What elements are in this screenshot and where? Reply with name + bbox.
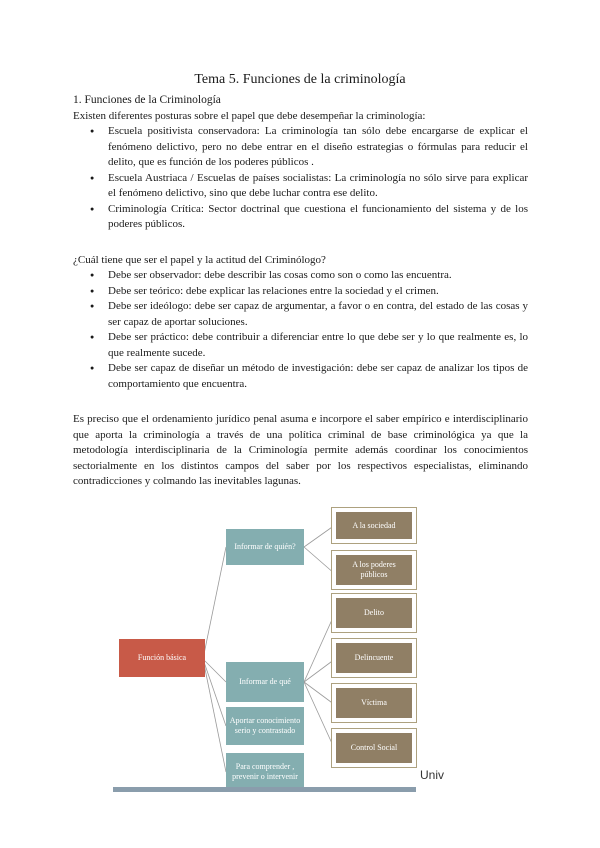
list-item: ● Criminología Crítica: Sector doctrinal que cuestiona el funcionamiento del sistema y de los poderes públicos.: [73, 202, 528, 233]
list-item: ● Escuela Austriaca / Escuelas de países socialistas: La criminología no sólo sirve para explicar el fenómeno delictivo, sino que debe luchar contra ese delito.: [73, 171, 528, 202]
leaf-frame: [331, 638, 417, 678]
branch-aportar: Aportar conocimiento serio y contrastado: [226, 707, 304, 745]
list-item: ● Debe ser práctico: debe contribuir a diferenciar entre lo que debe ser y lo que realmente es, lo que realmente sucede.: [73, 330, 528, 361]
list-item: ● Debe ser observador: debe describir las cosas como son o como las encuentra.: [73, 268, 528, 284]
leaf-control: Control Social: [336, 733, 412, 763]
branch-para: Para comprender , prevenir o intervenir: [226, 753, 304, 791]
body-paragraph: Es preciso que el ordenamiento jurídico penal asuma e incorpore el saber empírico e interdisciplinario que aporta la criminología a través de una política criminal de base criminológica ya que la metodología interdisciplinaria de la Criminología permite además coordinar los conocimientos sectorialmente en los distintos campos del saber por los respectivos especialistas, eliminando contradicciones y colmando las inevitables lagunas.: [73, 413, 528, 487]
leaf-frame: [331, 683, 417, 723]
leaf-victima: Víctima: [336, 688, 412, 718]
leaf-delincuente: Delincuente: [336, 643, 412, 673]
list-item: ● Debe ser capaz de diseñar un método de investigación: debe ser capaz de analizar los tipos de comportamiento que encuentra.: [73, 361, 528, 392]
branch-quien: Informar de quién?: [226, 529, 304, 565]
leaf-frame: [331, 593, 417, 633]
list-item: ● Escuela positivista conservadora: La criminología tan sólo debe encargarse de explicar el fenómeno delictivo, pero no debe entrar en el diseño estrategias o fórmulas para reducir el delito, que es función de los poderes públicos .: [73, 124, 528, 171]
leaf-poderes: A los poderes públicos: [336, 555, 412, 585]
leaf-frame: [331, 728, 417, 768]
list-item: ● Debe ser ideólogo: debe ser capaz de argumentar, a favor o en contra, del estado de las cosas y ser capaz de aportar soluciones.: [73, 299, 528, 330]
leaf-delito: Delito: [336, 598, 412, 628]
leaf-frame: [331, 507, 417, 544]
question-text: ¿Cuál tiene que ser el papel y la actitud del Criminólogo?: [73, 254, 326, 266]
list-item: ● Debe ser teórico: debe explicar las relaciones entre la sociedad y el crimen.: [73, 284, 528, 300]
watermark-text: Univ: [420, 768, 445, 782]
criminologist-list: [73, 268, 528, 392]
intro-text: Existen diferentes posturas sobre el papel que debe desempeñar la criminología:: [73, 110, 426, 122]
branch-que: Informar de qué: [226, 662, 304, 702]
page-title: Tema 5. Funciones de la criminología: [194, 72, 406, 87]
section-heading: 1. Funciones de la Criminología: [73, 94, 221, 106]
postures-list: [73, 124, 528, 233]
bottom-bar: [113, 787, 416, 792]
leaf-frame: [331, 550, 417, 590]
root-node: Función básica: [119, 639, 205, 677]
leaf-sociedad: A la sociedad: [336, 512, 412, 539]
functions-diagram: [113, 507, 443, 790]
